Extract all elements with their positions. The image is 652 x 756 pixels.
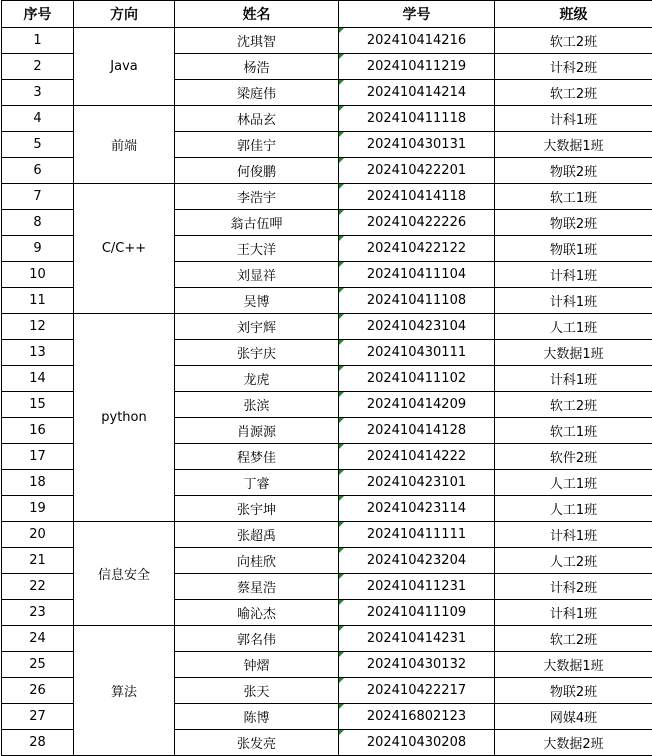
cell-no[interactable]: 19 bbox=[2, 496, 74, 522]
cell-no[interactable]: 8 bbox=[2, 210, 74, 236]
cell-no[interactable]: 12 bbox=[2, 314, 74, 340]
cell-class[interactable]: 计科1班 bbox=[495, 288, 652, 314]
cell-class[interactable]: 网媒4班 bbox=[495, 704, 652, 730]
cell-name[interactable]: 翁古伍呷 bbox=[175, 210, 339, 236]
cell-direction[interactable]: python bbox=[74, 314, 175, 522]
cell-student-id[interactable]: 202410422226 bbox=[339, 210, 495, 236]
header-name[interactable]: 姓名 bbox=[175, 1, 339, 28]
cell-name[interactable]: 李浩宇 bbox=[175, 184, 339, 210]
cell-name[interactable]: 何俊鹏 bbox=[175, 158, 339, 184]
cell-class[interactable]: 计科1班 bbox=[495, 106, 652, 132]
cell-name[interactable]: 钟熠 bbox=[175, 652, 339, 678]
cell-student-id[interactable]: 202416802123 bbox=[339, 704, 495, 730]
cell-student-id[interactable]: 202410423104 bbox=[339, 314, 495, 340]
cell-no[interactable]: 18 bbox=[2, 470, 74, 496]
cell-direction[interactable]: C/C++ bbox=[74, 184, 175, 314]
cell-direction[interactable]: 信息安全 bbox=[74, 522, 175, 626]
cell-student-id[interactable]: 202410414231 bbox=[339, 626, 495, 652]
cell-no[interactable]: 17 bbox=[2, 444, 74, 470]
cell-student-id[interactable]: 202410411111 bbox=[339, 522, 495, 548]
cell-class[interactable]: 软工2班 bbox=[495, 392, 652, 418]
cell-student-id[interactable]: 202410411118 bbox=[339, 106, 495, 132]
cell-direction[interactable]: Java bbox=[74, 28, 175, 106]
cell-class[interactable]: 计科1班 bbox=[495, 522, 652, 548]
cell-no[interactable]: 14 bbox=[2, 366, 74, 392]
cell-student-id[interactable]: 202410414222 bbox=[339, 444, 495, 470]
cell-no[interactable]: 16 bbox=[2, 418, 74, 444]
cell-direction[interactable]: 前端 bbox=[74, 106, 175, 184]
table-row bbox=[2, 184, 652, 210]
cell-class[interactable]: 软工2班 bbox=[495, 80, 652, 106]
header-class[interactable]: 班级 bbox=[495, 1, 652, 28]
cell-no[interactable]: 1 bbox=[2, 28, 74, 54]
cell-name[interactable]: 蔡星浩 bbox=[175, 574, 339, 600]
cell-name[interactable]: 王大洋 bbox=[175, 236, 339, 262]
cell-student-id[interactable]: 202410411109 bbox=[339, 600, 495, 626]
cell-no[interactable]: 27 bbox=[2, 704, 74, 730]
cell-name[interactable]: 郭名伟 bbox=[175, 626, 339, 652]
cell-name[interactable]: 陈博 bbox=[175, 704, 339, 730]
cell-student-id[interactable]: 202410414209 bbox=[339, 392, 495, 418]
cell-name[interactable]: 程梦佳 bbox=[175, 444, 339, 470]
cell-name[interactable]: 林品玄 bbox=[175, 106, 339, 132]
roster-body bbox=[2, 28, 652, 756]
cell-class[interactable]: 计科2班 bbox=[495, 574, 652, 600]
cell-no[interactable]: 5 bbox=[2, 132, 74, 158]
cell-class[interactable]: 物联2班 bbox=[495, 158, 652, 184]
cell-class[interactable]: 计科1班 bbox=[495, 600, 652, 626]
cell-class[interactable]: 人工1班 bbox=[495, 496, 652, 522]
cell-class[interactable]: 软工2班 bbox=[495, 28, 652, 54]
header-row bbox=[2, 1, 652, 28]
cell-name[interactable]: 张宇庆 bbox=[175, 340, 339, 366]
cell-name[interactable]: 沈琪智 bbox=[175, 28, 339, 54]
table-row bbox=[2, 314, 652, 340]
student-roster-table bbox=[1, 0, 652, 756]
cell-name[interactable]: 张滨 bbox=[175, 392, 339, 418]
table-row bbox=[2, 626, 652, 652]
table-row bbox=[2, 522, 652, 548]
cell-name[interactable]: 刘显祥 bbox=[175, 262, 339, 288]
cell-no[interactable]: 26 bbox=[2, 678, 74, 704]
cell-student-id[interactable]: 202410423101 bbox=[339, 470, 495, 496]
cell-student-id[interactable]: 202410414214 bbox=[339, 80, 495, 106]
cell-no[interactable]: 23 bbox=[2, 600, 74, 626]
cell-student-id[interactable]: 202410414128 bbox=[339, 418, 495, 444]
cell-no[interactable]: 10 bbox=[2, 262, 74, 288]
cell-class[interactable]: 物联1班 bbox=[495, 236, 652, 262]
cell-student-id[interactable]: 202410423114 bbox=[339, 496, 495, 522]
cell-student-id[interactable]: 202410414118 bbox=[339, 184, 495, 210]
cell-name[interactable]: 梁庭伟 bbox=[175, 80, 339, 106]
cell-student-id[interactable]: 202410414216 bbox=[339, 28, 495, 54]
cell-name[interactable]: 张超禹 bbox=[175, 522, 339, 548]
cell-no[interactable]: 6 bbox=[2, 158, 74, 184]
cell-class[interactable]: 人工1班 bbox=[495, 470, 652, 496]
cell-student-id[interactable]: 202410430208 bbox=[339, 730, 495, 756]
cell-class[interactable]: 人工1班 bbox=[495, 314, 652, 340]
cell-no[interactable]: 28 bbox=[2, 730, 74, 756]
cell-name[interactable]: 喻沁杰 bbox=[175, 600, 339, 626]
cell-class[interactable]: 人工2班 bbox=[495, 548, 652, 574]
cell-no[interactable]: 11 bbox=[2, 288, 74, 314]
cell-no[interactable]: 9 bbox=[2, 236, 74, 262]
table-row bbox=[2, 106, 652, 132]
cell-no[interactable]: 20 bbox=[2, 522, 74, 548]
cell-student-id[interactable]: 202410422217 bbox=[339, 678, 495, 704]
cell-class[interactable]: 软件2班 bbox=[495, 444, 652, 470]
cell-no[interactable]: 2 bbox=[2, 54, 74, 80]
cell-class[interactable]: 软工2班 bbox=[495, 626, 652, 652]
cell-no[interactable]: 25 bbox=[2, 652, 74, 678]
cell-direction[interactable]: 算法 bbox=[74, 626, 175, 756]
cell-name[interactable]: 张宇坤 bbox=[175, 496, 339, 522]
cell-student-id[interactable]: 202410411219 bbox=[339, 54, 495, 80]
cell-no[interactable]: 22 bbox=[2, 574, 74, 600]
table-row bbox=[2, 28, 652, 54]
cell-name[interactable]: 肖源源 bbox=[175, 418, 339, 444]
header-no[interactable]: 序号 bbox=[2, 1, 74, 28]
cell-student-id[interactable]: 202410422201 bbox=[339, 158, 495, 184]
cell-name[interactable]: 吴博 bbox=[175, 288, 339, 314]
cell-class[interactable]: 软工1班 bbox=[495, 418, 652, 444]
cell-student-id[interactable]: 202410430111 bbox=[339, 340, 495, 366]
cell-name[interactable]: 向桂欣 bbox=[175, 548, 339, 574]
cell-class[interactable]: 大数据1班 bbox=[495, 652, 652, 678]
cell-class[interactable]: 计科2班 bbox=[495, 54, 652, 80]
cell-no[interactable]: 13 bbox=[2, 340, 74, 366]
header-student-id[interactable]: 学号 bbox=[339, 1, 495, 28]
cell-no[interactable]: 15 bbox=[2, 392, 74, 418]
cell-student-id[interactable]: 202410423204 bbox=[339, 548, 495, 574]
cell-class[interactable]: 大数据1班 bbox=[495, 340, 652, 366]
cell-class[interactable]: 计科1班 bbox=[495, 262, 652, 288]
cell-no[interactable]: 24 bbox=[2, 626, 74, 652]
cell-name[interactable]: 丁睿 bbox=[175, 470, 339, 496]
cell-name[interactable]: 郭佳宁 bbox=[175, 132, 339, 158]
cell-student-id[interactable]: 202410411104 bbox=[339, 262, 495, 288]
cell-class[interactable]: 物联2班 bbox=[495, 678, 652, 704]
cell-class[interactable]: 大数据2班 bbox=[495, 730, 652, 756]
cell-class[interactable]: 大数据1班 bbox=[495, 132, 652, 158]
cell-student-id[interactable]: 202410422122 bbox=[339, 236, 495, 262]
cell-name[interactable]: 龙虎 bbox=[175, 366, 339, 392]
cell-student-id[interactable]: 202410430131 bbox=[339, 132, 495, 158]
cell-no[interactable]: 7 bbox=[2, 184, 74, 210]
cell-name[interactable]: 张发亮 bbox=[175, 730, 339, 756]
cell-no[interactable]: 4 bbox=[2, 106, 74, 132]
cell-student-id[interactable]: 202410430132 bbox=[339, 652, 495, 678]
cell-student-id[interactable]: 202410411108 bbox=[339, 288, 495, 314]
cell-name[interactable]: 杨浩 bbox=[175, 54, 339, 80]
cell-student-id[interactable]: 202410411231 bbox=[339, 574, 495, 600]
cell-name[interactable]: 刘宇辉 bbox=[175, 314, 339, 340]
cell-class[interactable]: 计科1班 bbox=[495, 366, 652, 392]
cell-name[interactable]: 张天 bbox=[175, 678, 339, 704]
cell-class[interactable]: 软工1班 bbox=[495, 184, 652, 210]
header-direction[interactable]: 方向 bbox=[74, 1, 175, 28]
cell-class[interactable]: 物联2班 bbox=[495, 210, 652, 236]
cell-no[interactable]: 21 bbox=[2, 548, 74, 574]
cell-no[interactable]: 3 bbox=[2, 80, 74, 106]
cell-student-id[interactable]: 202410411102 bbox=[339, 366, 495, 392]
